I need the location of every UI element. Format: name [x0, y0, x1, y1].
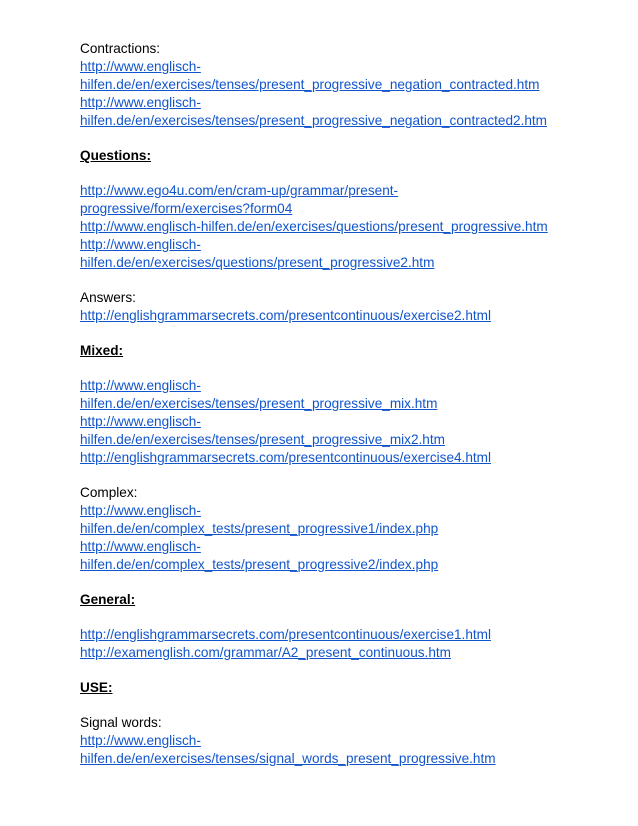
link-contractions-negation-2[interactable]: http://www.englisch- hilfen.de/en/exercises/tenses/present_progressive_negation_contracted2.htm	[80, 95, 548, 128]
questions-heading: Questions:	[80, 148, 151, 163]
link-general-exercise1[interactable]: http://englishgrammarsecrets.com/presentcontinuous/exercise1.html	[80, 627, 492, 642]
link-questions-present-progressive[interactable]: http://www.englisch-hilfen.de/en/exercises/questions/present_progressive.htm	[80, 219, 548, 234]
link-questions-ego4u[interactable]: http://www.ego4u.com/en/cram-up/grammar/present- progressive/form/exercises?form04	[80, 183, 399, 216]
general-heading: General:	[80, 592, 136, 607]
signal-words-label: Signal words:	[80, 715, 162, 730]
link-complex-test1[interactable]: http://www.englisch- hilfen.de/en/complex_tests/present_progressive1/index.php	[80, 503, 439, 536]
link-mixed-exercise4[interactable]: http://englishgrammarsecrets.com/presentcontinuous/exercise4.html	[80, 450, 492, 465]
link-answers-exercise2[interactable]: http://englishgrammarsecrets.com/presentcontinuous/exercise2.html	[80, 308, 492, 323]
link-questions-present-progressive-2[interactable]: http://www.englisch- hilfen.de/en/exercises/questions/present_progressive2.htm	[80, 237, 435, 270]
document-page	[80, 40, 620, 768]
link-contractions-negation[interactable]: http://www.englisch- hilfen.de/en/exercises/tenses/present_progressive_negation_contracted.htm	[80, 59, 540, 92]
link-mixed-mix[interactable]: http://www.englisch- hilfen.de/en/exercises/tenses/present_progressive_mix.htm	[80, 378, 438, 411]
complex-label: Complex:	[80, 485, 138, 500]
answers-label: Answers:	[80, 290, 136, 305]
mixed-heading: Mixed:	[80, 343, 124, 358]
link-signal-words[interactable]: http://www.englisch- hilfen.de/en/exercises/tenses/signal_words_present_progressive.htm	[80, 733, 496, 766]
contractions-label: Contractions:	[80, 41, 161, 56]
link-mixed-mix2[interactable]: http://www.englisch- hilfen.de/en/exercises/tenses/present_progressive_mix2.htm	[80, 414, 445, 447]
link-general-examenglish[interactable]: http://examenglish.com/grammar/A2_present_continuous.htm	[80, 645, 451, 660]
link-complex-test2[interactable]: http://www.englisch- hilfen.de/en/complex_tests/present_progressive2/index.php	[80, 539, 439, 572]
use-heading: USE:	[80, 680, 113, 695]
